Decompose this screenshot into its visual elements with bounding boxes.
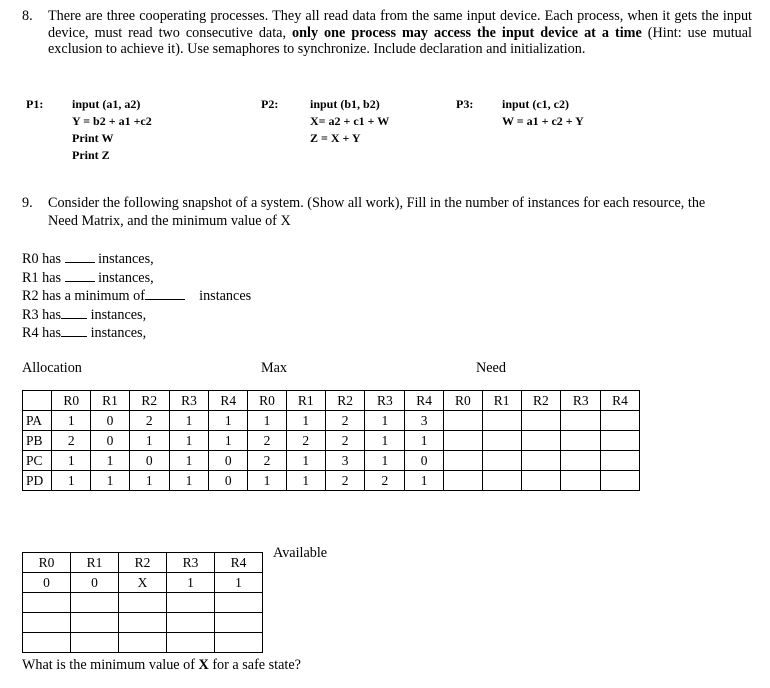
code-line: input (c1, c2) xyxy=(502,97,569,111)
table-cell: 1 xyxy=(129,471,169,491)
table-header-row xyxy=(23,391,640,411)
fill-prefix: R3 has xyxy=(22,306,62,323)
table-cell: 2 xyxy=(52,431,91,451)
available-cell: 1 xyxy=(215,573,263,593)
fill-line-r0 xyxy=(22,250,251,269)
available-cell[interactable] xyxy=(167,593,215,613)
available-cell[interactable] xyxy=(71,593,119,613)
available-cell[interactable] xyxy=(119,613,167,633)
available-row xyxy=(23,613,263,633)
available-cell[interactable] xyxy=(23,613,71,633)
column-header: R0 xyxy=(444,391,483,411)
min-x-question xyxy=(22,657,301,674)
table-cell: 0 xyxy=(209,451,248,471)
available-cell: 1 xyxy=(167,573,215,593)
table-cell: 1 xyxy=(286,451,325,471)
column-header: R1 xyxy=(286,391,325,411)
table-cell: 1 xyxy=(248,471,287,491)
fill-prefix: R2 has a minimum of xyxy=(22,288,145,304)
table-cell: 2 xyxy=(325,471,365,491)
table-cell: 0 xyxy=(209,471,248,491)
available-cell[interactable] xyxy=(119,593,167,613)
fill-line-r4 xyxy=(22,324,251,343)
table-cell: 1 xyxy=(365,411,405,431)
process-label: PB xyxy=(23,431,52,451)
available-label: Available xyxy=(273,545,328,561)
table-cell: 3 xyxy=(405,411,444,431)
process-code-p2 xyxy=(310,96,389,147)
table-cell: 1 xyxy=(169,431,209,451)
table-cell: 1 xyxy=(286,411,325,431)
question-9-text: Consider the following snapshot of a system. (Show all work), Fill in the number of instances for each resource, the Need Matrix, and the minimum value of X xyxy=(48,195,706,229)
need-cell[interactable] xyxy=(521,451,561,471)
need-cell[interactable] xyxy=(444,431,483,451)
need-cell[interactable] xyxy=(601,471,640,491)
available-cell[interactable] xyxy=(215,613,263,633)
table-cell: 3 xyxy=(325,451,365,471)
table-cell: 0 xyxy=(405,451,444,471)
available-header-row xyxy=(23,553,263,573)
process-label-p3: P3: xyxy=(456,97,474,111)
fill-suffix: instances, xyxy=(98,269,154,286)
code-line: X= a2 + c1 + W xyxy=(310,114,390,128)
available-cell: 0 xyxy=(23,573,71,593)
need-label: Need xyxy=(476,360,506,376)
column-header: R4 xyxy=(209,391,248,411)
table-cell: 1 xyxy=(365,431,405,451)
code-line: Print Z xyxy=(72,148,110,162)
need-cell[interactable] xyxy=(561,451,601,471)
available-row xyxy=(23,573,263,593)
table-row xyxy=(23,471,640,491)
table-cell: 1 xyxy=(52,471,91,491)
available-cell[interactable] xyxy=(23,633,71,653)
table-cell: 1 xyxy=(209,411,248,431)
need-cell[interactable] xyxy=(601,431,640,451)
answer-blank[interactable] xyxy=(61,324,87,337)
table-cell: 2 xyxy=(129,411,169,431)
fill-suffix: instances xyxy=(199,288,252,304)
fill-prefix: R0 has xyxy=(22,251,62,267)
question-9 xyxy=(22,195,722,230)
column-header: R2 xyxy=(119,553,167,573)
available-cell[interactable] xyxy=(215,633,263,653)
column-header: R2 xyxy=(129,391,169,411)
table-cell: 0 xyxy=(91,431,130,451)
process-label: PD xyxy=(23,471,52,491)
need-cell[interactable] xyxy=(601,451,640,471)
column-header: R0 xyxy=(248,391,287,411)
column-header: R4 xyxy=(215,553,263,573)
process-label-p2: P2: xyxy=(261,97,279,111)
table-cell: 2 xyxy=(325,411,365,431)
header-corner-cell xyxy=(23,391,52,411)
fill-line-r3 xyxy=(22,306,251,325)
need-cell[interactable] xyxy=(482,451,521,471)
code-line: Z = X + Y xyxy=(310,131,361,145)
question-8-bold-text: only one process may access the input device at a time xyxy=(292,24,642,41)
available-cell: 0 xyxy=(71,573,119,593)
column-header: R0 xyxy=(52,391,91,411)
table-cell: 1 xyxy=(52,411,91,431)
column-header: R3 xyxy=(169,391,209,411)
available-cell[interactable] xyxy=(167,633,215,653)
answer-blank[interactable] xyxy=(61,306,87,319)
question-variable: X xyxy=(198,657,209,673)
question-8-number: 8. xyxy=(22,8,33,24)
table-cell: 2 xyxy=(248,431,287,451)
question-8-text-part: There are three cooperating processes. They all read data from the same input device. Each process, when it gets the input device, must read two consecutive data, xyxy=(48,8,752,41)
available-row xyxy=(23,593,263,613)
table-cell: 1 xyxy=(91,471,130,491)
table-cell: 2 xyxy=(286,431,325,451)
column-header: R1 xyxy=(482,391,521,411)
max-label: Max xyxy=(261,360,288,376)
available-cell[interactable] xyxy=(215,593,263,613)
process-label: PC xyxy=(23,451,52,471)
fill-prefix: R1 has xyxy=(22,269,62,286)
table-row xyxy=(23,411,640,431)
column-header: R2 xyxy=(521,391,561,411)
available-cell[interactable] xyxy=(71,613,119,633)
table-row xyxy=(23,451,640,471)
available-cell[interactable] xyxy=(167,613,215,633)
table-cell: 1 xyxy=(52,451,91,471)
fill-suffix: instances, xyxy=(90,306,147,323)
need-cell[interactable] xyxy=(561,411,601,431)
table-cell: 0 xyxy=(91,411,130,431)
need-cell[interactable] xyxy=(444,451,483,471)
need-cell[interactable] xyxy=(521,471,561,491)
fill-line-r1 xyxy=(22,269,251,288)
question-8-text xyxy=(48,8,752,58)
instance-fill-list xyxy=(22,250,251,343)
table-cell: 1 xyxy=(169,411,209,431)
need-cell[interactable] xyxy=(521,431,561,451)
column-header: R4 xyxy=(601,391,640,411)
column-header: R4 xyxy=(405,391,444,411)
column-header: R3 xyxy=(561,391,601,411)
process-code-p1 xyxy=(72,96,152,164)
table-cell: 1 xyxy=(209,431,248,451)
table-cell: 1 xyxy=(405,471,444,491)
table-cell: 1 xyxy=(169,451,209,471)
available-cell[interactable] xyxy=(71,633,119,653)
allocation-max-need-table xyxy=(22,390,640,491)
question-8-text-part: (Hint: use mutual exclusion to achieve it). Use semaphores to synchronize. Include declaration and initialization. xyxy=(48,24,752,57)
code-line: W = a1 + c2 + Y xyxy=(502,114,584,128)
column-header: R2 xyxy=(325,391,365,411)
need-cell[interactable] xyxy=(561,471,601,491)
table-cell: 1 xyxy=(129,431,169,451)
table-cell: 1 xyxy=(91,451,130,471)
question-text-part: for a safe state? xyxy=(208,657,301,673)
fill-line-r2 xyxy=(22,287,251,306)
question-8 xyxy=(22,8,752,58)
question-9-number: 9. xyxy=(22,195,33,211)
column-header: R0 xyxy=(23,553,71,573)
available-table xyxy=(22,552,263,653)
column-header: R3 xyxy=(365,391,405,411)
fill-suffix: instances, xyxy=(90,325,147,341)
column-header: R1 xyxy=(71,553,119,573)
table-cell: 2 xyxy=(365,471,405,491)
fill-suffix: instances, xyxy=(98,251,154,267)
table-cell: 2 xyxy=(248,451,287,471)
process-code-p3 xyxy=(502,96,584,130)
answer-blank[interactable] xyxy=(65,250,95,263)
need-cell[interactable] xyxy=(521,411,561,431)
table-cell: 1 xyxy=(365,451,405,471)
table-row xyxy=(23,431,640,451)
code-line: input (a1, a2) xyxy=(72,97,141,111)
answer-blank[interactable] xyxy=(145,287,185,300)
need-cell[interactable] xyxy=(482,431,521,451)
available-cell[interactable] xyxy=(119,633,167,653)
code-line: Print W xyxy=(72,131,114,145)
process-label: PA xyxy=(23,411,52,431)
table-cell: 1 xyxy=(405,431,444,451)
column-header: R1 xyxy=(91,391,130,411)
table-cell: 1 xyxy=(286,471,325,491)
table-cell: 1 xyxy=(248,411,287,431)
allocation-label: Allocation xyxy=(22,360,82,376)
need-cell[interactable] xyxy=(482,471,521,491)
code-line: Y = b2 + a1 +c2 xyxy=(72,114,152,128)
question-text-part: What is the minimum value of xyxy=(22,657,199,673)
available-cell: X xyxy=(119,573,167,593)
need-cell[interactable] xyxy=(561,431,601,451)
need-cell[interactable] xyxy=(482,411,521,431)
table-cell: 0 xyxy=(129,451,169,471)
available-cell[interactable] xyxy=(23,593,71,613)
need-cell[interactable] xyxy=(601,411,640,431)
available-row xyxy=(23,633,263,653)
need-cell[interactable] xyxy=(444,411,483,431)
table-cell: 1 xyxy=(169,471,209,491)
table-cell: 2 xyxy=(325,431,365,451)
code-line: input (b1, b2) xyxy=(310,97,380,111)
answer-blank[interactable] xyxy=(65,269,95,282)
column-header: R3 xyxy=(167,553,215,573)
need-cell[interactable] xyxy=(444,471,483,491)
fill-prefix: R4 has xyxy=(22,325,62,341)
process-label-p1: P1: xyxy=(26,97,44,111)
